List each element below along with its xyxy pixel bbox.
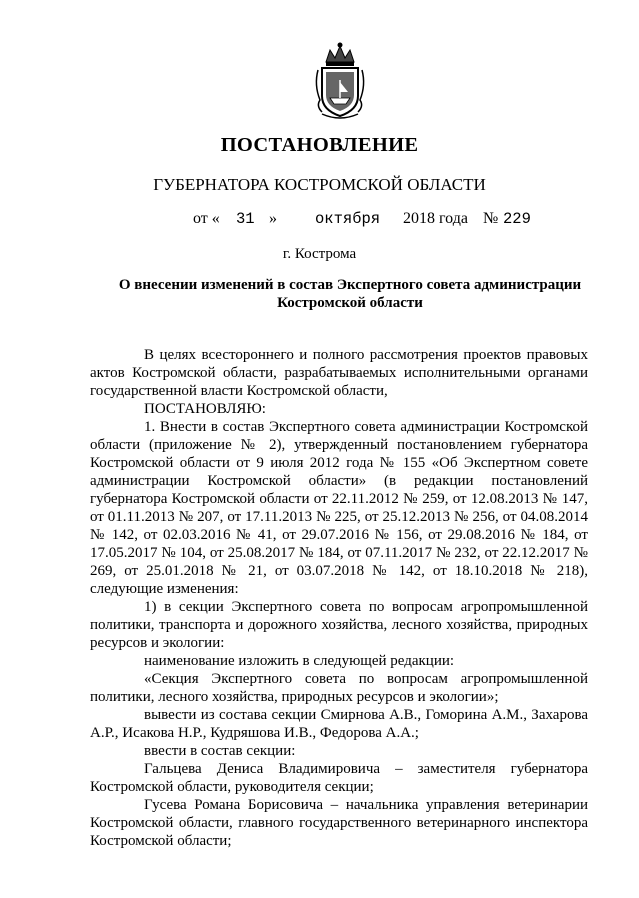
number-sign: № (483, 210, 499, 227)
document-title: ПОСТАНОВЛЕНИЕ (220, 134, 419, 156)
heading-line-2: Костромской области (277, 295, 423, 311)
document-body (90, 346, 588, 850)
document-heading (110, 276, 590, 312)
paragraph-member-gusev: Гусева Романа Борисовича – начальника управления ветеринарии Костромской области, главного государственного ветеринарного инспектора Костромской области; (90, 797, 588, 849)
date-close-quote: » (269, 210, 277, 227)
heading-line-1: О внесении изменений в состав Экспертного совета администрации (118, 277, 582, 293)
paragraph-remove-members: вывести из состава секции Смирнова А.В., Гоморина А.М., Захарова А.Р., Исакова Н.Р., Кудряшова И.В., Федорова А.А.; (90, 707, 588, 741)
date-month: октября (315, 210, 381, 228)
paragraph-add-members: ввести в состав секции: (144, 743, 296, 759)
date-prefix: от « (193, 210, 220, 227)
city-label: г. Кострома (282, 246, 357, 262)
paragraph-subitem-1: 1) в секции Экспертного совета по вопросам агропромышленной политики, транспорта и дорожного хозяйства, лесного хозяйства, природных ресурсов и экологии: (90, 599, 588, 651)
paragraph-item-1: 1. Внести в состав Экспертного совета администрации Костромской области (приложение № 2), утвержденный постановлением губернатора Костромской области от 9 июля 2012 года № 155 «Об Экспертном совете администрации Костромской области» (в редакции постановлений губернатора Костромской области от 22.11.2012 № 259, от 12.08.2013 № 147, от 01.11.2013 № 207, от 17.11.2013 № 225, от 25.12.2013 № 256, от 04.08.2014 № 142, от 02.03.2016 № 41, от 29.07.2016 № 156, от 29.08.2016 № 184, от 17.05.2017 № 104, от 25.08.2017 № 184, от 07.11.2017 № 232, от 22.12.2017 № 269, от 25.01.2018 № 21, от 03.07.2018 № 142, от 18.10.2018 № 218), следующие изменения: (90, 419, 588, 597)
document-subtitle: ГУБЕРНАТОРА КОСТРОМСКОЙ ОБЛАСТИ (153, 175, 486, 194)
paragraph-name-change: наименование изложить в следующей редакции: (144, 653, 455, 669)
date-year: 2018 года (403, 210, 468, 227)
kostroma-coat-of-arms-icon (312, 40, 368, 122)
paragraph-member-galtsev: Гальцева Дениса Владимировича – заместителя губернатора Костромской области, руководителя секции; (90, 761, 588, 795)
paragraph-resolve: ПОСТАНОВЛЯЮ: (144, 401, 266, 417)
paragraph-new-name: «Секция Экспертного совета по вопросам агропромышленной политики, лесного хозяйства, природных ресурсов и экологии»; (90, 671, 588, 705)
document-number: 229 (503, 210, 531, 228)
date-line (0, 210, 639, 234)
date-day: 31 (236, 210, 255, 228)
paragraph-preamble: В целях всестороннего и полного рассмотрения проектов правовых актов Костромской области, разрабатываемых исполнительными органами государственной власти Костромской области, (90, 347, 588, 399)
